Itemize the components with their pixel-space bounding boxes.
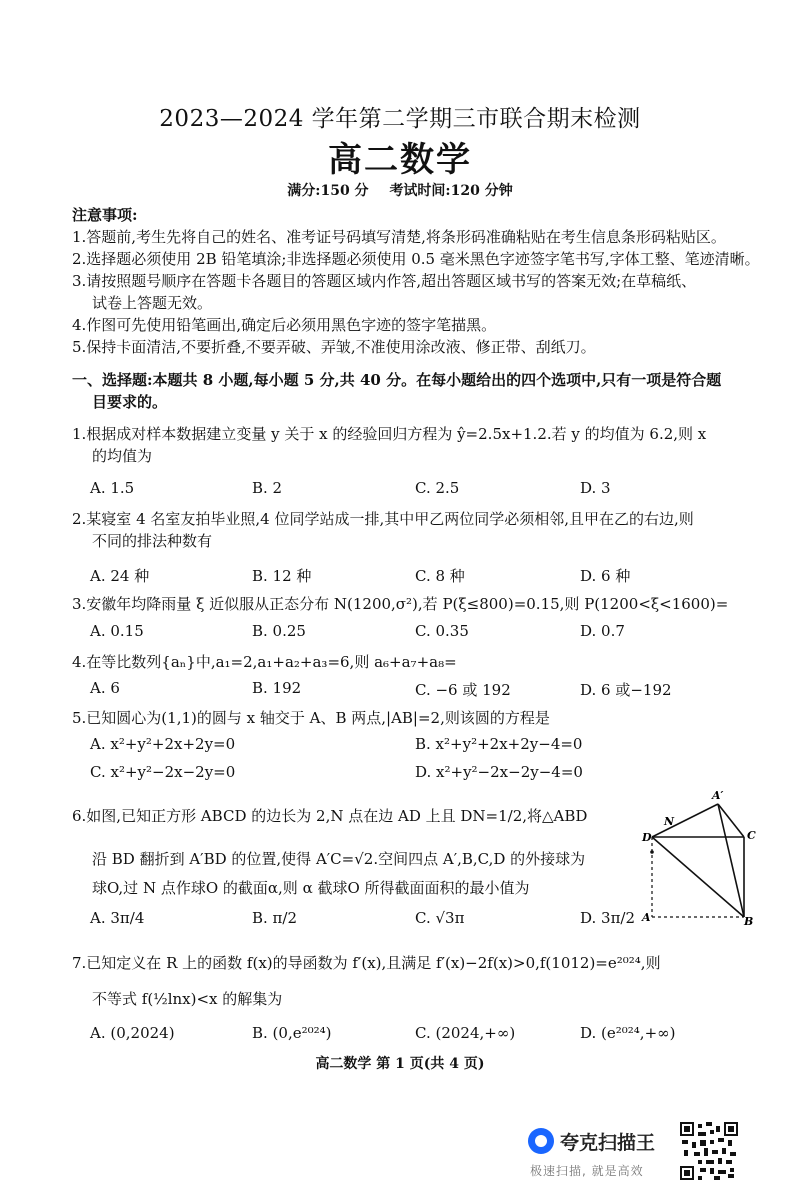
scanner-watermark (528, 1122, 678, 1184)
label-b: B (744, 915, 754, 927)
option-c: C. √3π (415, 909, 465, 927)
option-d: D. 6 或−192 (580, 681, 672, 699)
question-4-options (90, 679, 750, 701)
question-text: 球O,过 N 点作球O 的截面α,则 α 截球O 所得截面面积的最小值为 (92, 879, 530, 897)
option-b: B. 2 (252, 479, 283, 497)
option-d: D. x²+y²−2x−2y−4=0 (415, 763, 583, 781)
option-b: B. x²+y²+2x+2y−4=0 (415, 735, 583, 753)
point-n-dot (650, 850, 654, 854)
question-5-options-row1 (90, 735, 750, 757)
exam-info (0, 180, 800, 200)
question-text: 7.已知定义在 R 上的函数 f(x)的导函数为 f′(x),且满足 f′(x)−2f(x)>0,f(1012)=e²⁰²⁴,则 (72, 954, 661, 972)
question-text: 沿 BD 翻折到 A′BD 的位置,使得 A′C=√2.空间四点 A′,B,C,D 的外接球为 (92, 850, 586, 868)
diagonal-bd (652, 837, 744, 917)
option-b: B. 12 种 (252, 567, 312, 585)
question-2-options (90, 565, 750, 587)
notice-item: 4.作图可先使用铅笔画出,确定后必须用黑色字迹的签字笔描黑。 (72, 316, 497, 334)
question-text: 4.在等比数列{aₙ}中,a₁=2,a₁+a₂+a₃=6,则 a₆+a₇+a₈= (72, 653, 457, 671)
option-a: A. 6 (90, 679, 120, 697)
question-text: 6.如图,已知正方形 ABCD 的边长为 2,N 点在边 AD 上且 DN=1/2,将△ABD (72, 807, 588, 825)
question-text: 3.安徽年均降雨量 ξ 近似服从正态分布 N(1200,σ²),若 P(ξ≤800)=0.15,则 P(1200<ξ<1600)= (72, 595, 729, 613)
question-2 (72, 508, 762, 552)
question-6 (72, 805, 632, 899)
question-text: 2.某寝室 4 名室友拍毕业照,4 位同学站成一排,其中甲乙两位同学必须相邻,且甲在乙的右边,则 (72, 510, 694, 528)
subject-title: 高二数学 (328, 140, 472, 180)
page-footer: 高二数学 第 1 页(共 4 页) (315, 1056, 485, 1072)
section-heading-line: 一、选择题:本题共 8 小题,每小题 5 分,共 40 分。在每小题给出的四个选项中,只有一项是符合题 (72, 371, 722, 389)
question-text: 5.已知圆心为(1,1)的圆与 x 轴交于 A、B 两点,|AB|=2,则该圆的方程是 (72, 709, 550, 727)
label-n: N (664, 815, 675, 828)
option-c: C. 2.5 (415, 479, 460, 497)
watermark-name: 夸克扫描王 (560, 1132, 656, 1154)
option-a: A. (0,2024) (90, 1024, 175, 1042)
watermark-slogan: 极速扫描, 就是高效 (530, 1164, 644, 1178)
label-a-prime: A′ (712, 789, 724, 802)
question-text: 1.根据成对样本数据建立变量 y 关于 x 的经验回归方程为 ŷ=2.5x+1.2.若 y 的均值为 6.2,则 x (72, 425, 707, 443)
label-c: C (747, 829, 756, 842)
option-d: D. 3 (580, 479, 611, 497)
exam-title: 2023—2024 学年第二学期三市联合期末检测 (159, 106, 641, 132)
question-text: 不同的排法种数有 (92, 532, 213, 550)
question-3-options (90, 622, 750, 644)
section-heading-line: 目要求的。 (92, 393, 168, 411)
notice-item: 5.保持卡面清洁,不要折叠,不要弄破、弄皱,不准使用涂改液、修正带、刮纸刀。 (72, 338, 596, 356)
option-c: C. (2024,+∞) (415, 1024, 516, 1042)
exam-time: 考试时间:120 分钟 (389, 183, 513, 199)
option-d: D. (e²⁰²⁴,+∞) (580, 1024, 676, 1042)
question-text: 不等式 f(½lnx)<x 的解集为 (92, 990, 283, 1008)
question-1-options (90, 479, 750, 501)
option-d: D. 0.7 (580, 622, 625, 640)
option-c: C. x²+y²−2x−2y=0 (90, 763, 236, 781)
option-a: A. 24 种 (90, 567, 150, 585)
question-1 (72, 423, 762, 467)
question-3 (72, 593, 762, 615)
option-b: B. π/2 (252, 909, 298, 927)
quark-logo-icon (528, 1128, 554, 1154)
label-d: D (642, 831, 652, 844)
option-c: C. −6 或 192 (415, 681, 511, 699)
option-b: B. (0,e²⁰²⁴) (252, 1024, 332, 1042)
question-7-options (90, 1024, 750, 1046)
full-score: 满分:150 分 (287, 183, 369, 199)
option-a: A. 3π/4 (90, 909, 145, 927)
option-b: B. 192 (252, 679, 302, 697)
option-c: C. 8 种 (415, 567, 465, 585)
notice-heading: 注意事项: (72, 206, 138, 224)
notice-item: 2.选择题必须使用 2B 铅笔填涂;非选择题必须使用 0.5 毫米黑色字迹签字笔书写,字体工整、笔迹清晰。 (72, 250, 760, 268)
question-5-options-row2 (90, 763, 750, 785)
edge-da-prime (652, 804, 718, 837)
question-4 (72, 651, 762, 673)
option-c: C. 0.35 (415, 622, 469, 640)
option-a: A. 0.15 (90, 622, 144, 640)
option-a: A. x²+y²+2x+2y=0 (90, 735, 236, 753)
notice-item: 3.请按照题号顺序在答题卡各题目的答题区域内作答,超出答题区域书写的答案无效;在草稿纸、 (72, 272, 697, 290)
notice-section (72, 204, 762, 358)
section-heading (72, 369, 762, 413)
option-a: A. 1.5 (90, 479, 135, 497)
question-7 (72, 952, 762, 1010)
option-d: D. 3π/2 (580, 909, 636, 927)
question-text: 的均值为 (92, 447, 153, 465)
label-a: A (642, 911, 651, 924)
option-b: B. 0.25 (252, 622, 306, 640)
notice-item: 试卷上答题无效。 (92, 294, 213, 312)
notice-item: 1.答题前,考生先将自己的姓名、准考证号码填写清楚,将条形码准确粘贴在考生信息条形码粘贴区。 (72, 228, 726, 246)
question-5 (72, 707, 762, 729)
folded-square-figure (640, 787, 760, 927)
option-d: D. 6 种 (580, 567, 631, 585)
qr-code-icon (680, 1122, 738, 1180)
